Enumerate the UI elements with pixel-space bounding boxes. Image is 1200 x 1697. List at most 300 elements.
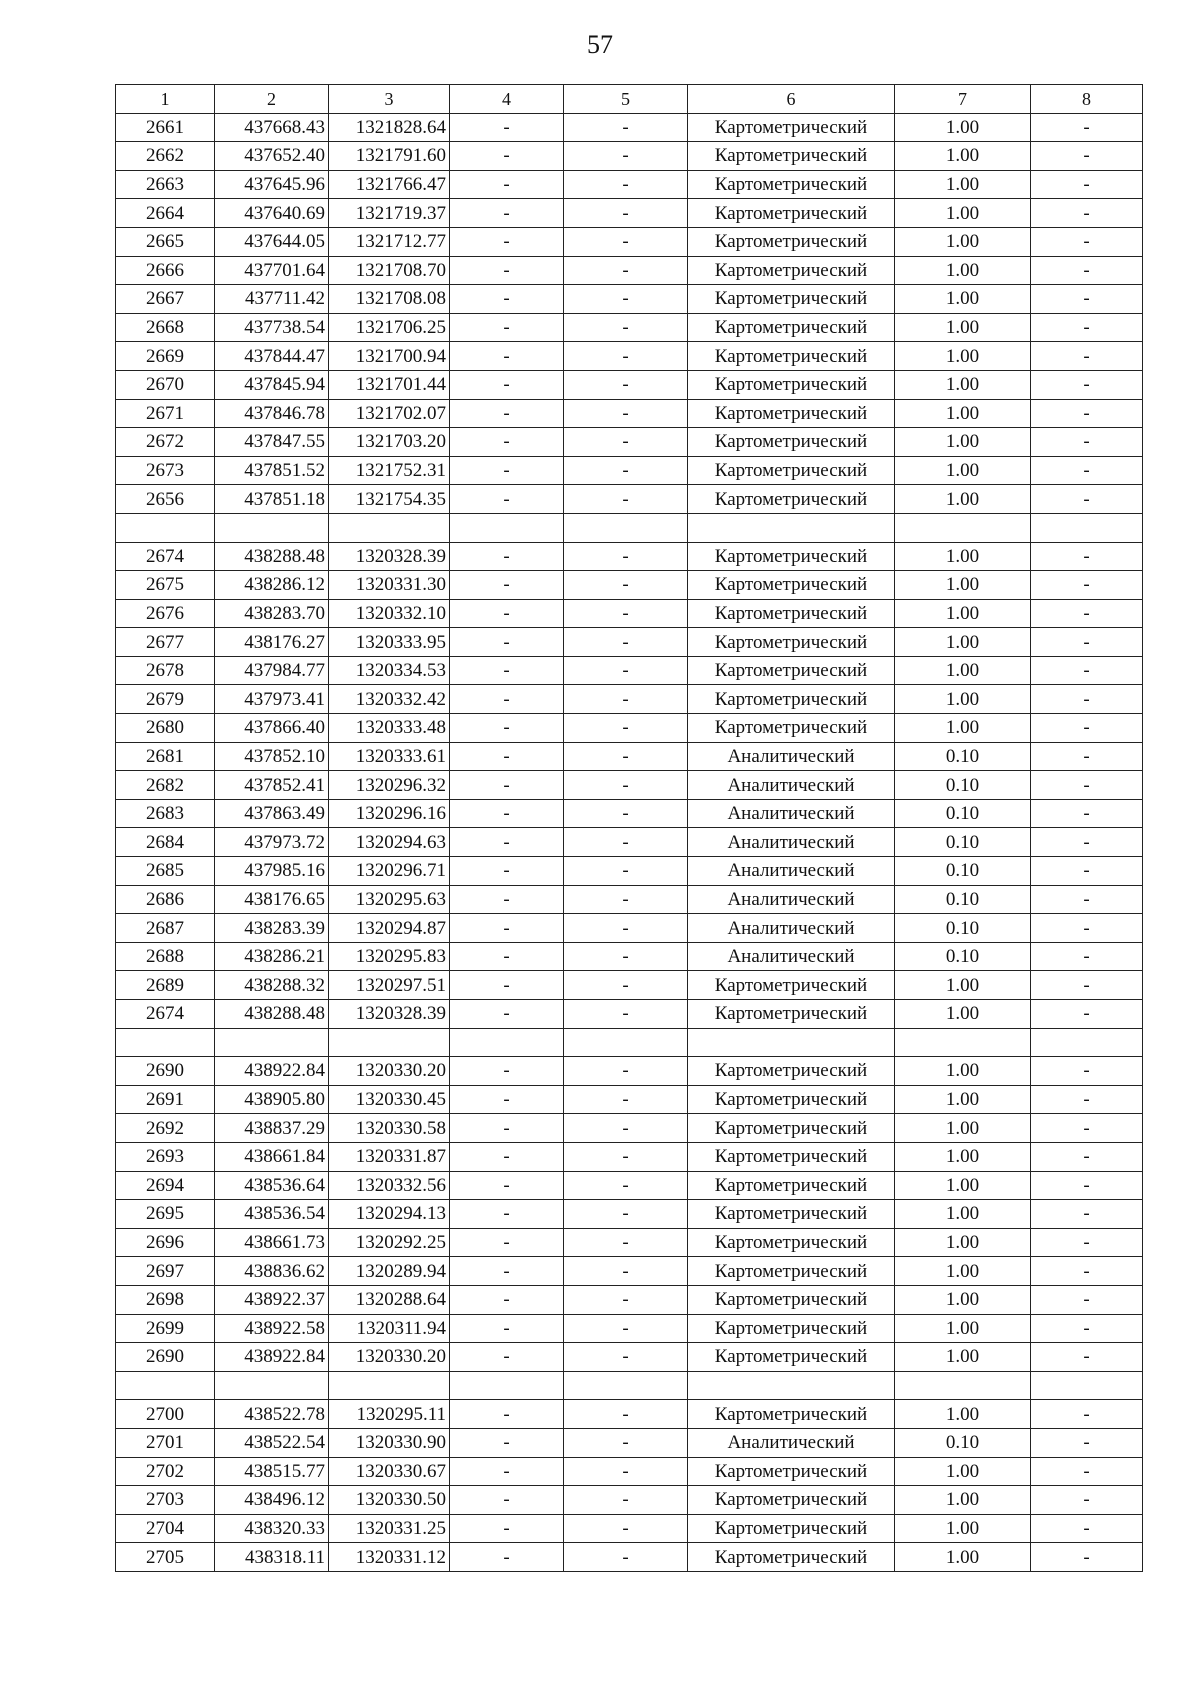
col5-cell: -	[564, 113, 688, 142]
x-coordinate-cell: 438905.80	[215, 1085, 329, 1114]
point-number-cell: 2674	[116, 1000, 215, 1029]
col8-cell: -	[1031, 942, 1143, 971]
x-coordinate-cell: 437985.16	[215, 857, 329, 886]
y-coordinate-cell: 1320311.94	[329, 1314, 450, 1343]
table-row	[116, 1400, 1143, 1429]
col8-cell: -	[1031, 1257, 1143, 1286]
y-coordinate-cell: 1320295.83	[329, 942, 450, 971]
method-cell: Картометрический	[688, 1400, 895, 1429]
x-coordinate-cell: 438536.54	[215, 1200, 329, 1229]
table-row	[116, 1343, 1143, 1372]
col5-cell: -	[564, 714, 688, 743]
table-row	[116, 1428, 1143, 1457]
col4-cell: -	[450, 742, 564, 771]
x-coordinate-cell: 437847.55	[215, 428, 329, 457]
col5-cell: -	[564, 942, 688, 971]
method-cell: Картометрический	[688, 399, 895, 428]
col5-cell: -	[564, 1000, 688, 1029]
table-row	[116, 1200, 1143, 1229]
method-cell: Картометрический	[688, 428, 895, 457]
method-cell: Картометрический	[688, 1171, 895, 1200]
col4-cell	[450, 513, 564, 542]
col8-cell: -	[1031, 1400, 1143, 1429]
col4-cell: -	[450, 942, 564, 971]
method-cell: Картометрический	[688, 456, 895, 485]
y-coordinate-cell: 1321703.20	[329, 428, 450, 457]
y-coordinate-cell: 1320330.20	[329, 1343, 450, 1372]
method-cell: Картометрический	[688, 685, 895, 714]
y-coordinate-cell: 1320331.30	[329, 571, 450, 600]
accuracy-cell: 1.00	[895, 656, 1031, 685]
point-number-cell	[116, 1028, 215, 1057]
x-coordinate-cell: 437973.41	[215, 685, 329, 714]
x-coordinate-cell: 437738.54	[215, 313, 329, 342]
col8-cell	[1031, 1028, 1143, 1057]
col8-cell: -	[1031, 1285, 1143, 1314]
y-coordinate-cell: 1320333.95	[329, 628, 450, 657]
col4-cell: -	[450, 857, 564, 886]
col4-cell: -	[450, 1400, 564, 1429]
col4-cell: -	[450, 1314, 564, 1343]
col4-cell: -	[450, 370, 564, 399]
point-number-cell: 2687	[116, 914, 215, 943]
point-number-cell: 2656	[116, 485, 215, 514]
x-coordinate-cell: 437846.78	[215, 399, 329, 428]
method-cell: Аналитический	[688, 828, 895, 857]
x-coordinate-cell: 437640.69	[215, 199, 329, 228]
table-row	[116, 1114, 1143, 1143]
col4-cell: -	[450, 1514, 564, 1543]
x-coordinate-cell: 438286.12	[215, 571, 329, 600]
col5-cell: -	[564, 313, 688, 342]
point-number-cell: 2681	[116, 742, 215, 771]
col8-cell: -	[1031, 1114, 1143, 1143]
col4-cell	[450, 1371, 564, 1400]
col4-cell: -	[450, 599, 564, 628]
table-row	[116, 142, 1143, 171]
col5-cell: -	[564, 1171, 688, 1200]
table-row	[116, 599, 1143, 628]
table-row	[116, 256, 1143, 285]
table-row	[116, 1142, 1143, 1171]
method-cell: Аналитический	[688, 857, 895, 886]
y-coordinate-cell: 1321701.44	[329, 370, 450, 399]
col8-cell: -	[1031, 342, 1143, 371]
col8-cell: -	[1031, 656, 1143, 685]
accuracy-cell: 0.10	[895, 914, 1031, 943]
method-cell: Картометрический	[688, 342, 895, 371]
table-row	[116, 628, 1143, 657]
y-coordinate-cell: 1320330.58	[329, 1114, 450, 1143]
table-row	[116, 342, 1143, 371]
method-cell	[688, 1028, 895, 1057]
x-coordinate-cell: 437652.40	[215, 142, 329, 171]
col8-cell: -	[1031, 857, 1143, 886]
col8-cell: -	[1031, 542, 1143, 571]
y-coordinate-cell: 1321702.07	[329, 399, 450, 428]
accuracy-cell: 0.10	[895, 1428, 1031, 1457]
y-coordinate-cell: 1320296.71	[329, 857, 450, 886]
accuracy-cell: 1.00	[895, 1057, 1031, 1086]
col5-cell: -	[564, 170, 688, 199]
col4-cell: -	[450, 456, 564, 485]
col8-cell: -	[1031, 1343, 1143, 1372]
x-coordinate-cell: 438176.27	[215, 628, 329, 657]
method-cell: Картометрический	[688, 1228, 895, 1257]
header-cell: 7	[895, 85, 1031, 114]
y-coordinate-cell: 1320331.87	[329, 1142, 450, 1171]
col8-cell: -	[1031, 628, 1143, 657]
x-coordinate-cell	[215, 1028, 329, 1057]
y-coordinate-cell: 1320332.10	[329, 599, 450, 628]
accuracy-cell: 1.00	[895, 1228, 1031, 1257]
point-number-cell: 2699	[116, 1314, 215, 1343]
accuracy-cell: 1.00	[895, 399, 1031, 428]
point-number-cell: 2695	[116, 1200, 215, 1229]
x-coordinate-cell	[215, 1371, 329, 1400]
y-coordinate-cell: 1321791.60	[329, 142, 450, 171]
col5-cell: -	[564, 1457, 688, 1486]
y-coordinate-cell: 1320295.11	[329, 1400, 450, 1429]
col8-cell: -	[1031, 599, 1143, 628]
method-cell	[688, 1371, 895, 1400]
y-coordinate-cell: 1320295.63	[329, 885, 450, 914]
y-coordinate-cell	[329, 1371, 450, 1400]
table-row	[116, 399, 1143, 428]
col8-cell: -	[1031, 285, 1143, 314]
table-row	[116, 285, 1143, 314]
point-number-cell	[116, 513, 215, 542]
col5-cell: -	[564, 1400, 688, 1429]
y-coordinate-cell: 1321706.25	[329, 313, 450, 342]
y-coordinate-cell: 1321708.08	[329, 285, 450, 314]
point-number-cell: 2670	[116, 370, 215, 399]
method-cell: Картометрический	[688, 370, 895, 399]
y-coordinate-cell	[329, 513, 450, 542]
col8-cell: -	[1031, 771, 1143, 800]
x-coordinate-cell: 438320.33	[215, 1514, 329, 1543]
method-cell: Картометрический	[688, 571, 895, 600]
x-coordinate-cell: 438288.32	[215, 971, 329, 1000]
method-cell: Картометрический	[688, 1314, 895, 1343]
method-cell: Картометрический	[688, 1486, 895, 1515]
col4-cell: -	[450, 1285, 564, 1314]
col4-cell: -	[450, 1085, 564, 1114]
accuracy-cell: 1.00	[895, 1400, 1031, 1429]
col4-cell: -	[450, 1543, 564, 1572]
accuracy-cell: 1.00	[895, 342, 1031, 371]
y-coordinate-cell: 1320292.25	[329, 1228, 450, 1257]
y-coordinate-cell: 1320328.39	[329, 1000, 450, 1029]
col5-cell: -	[564, 1514, 688, 1543]
col5-cell: -	[564, 485, 688, 514]
table-row	[116, 971, 1143, 1000]
accuracy-cell: 1.00	[895, 456, 1031, 485]
point-number-cell: 2690	[116, 1343, 215, 1372]
accuracy-cell: 1.00	[895, 685, 1031, 714]
method-cell: Картометрический	[688, 1543, 895, 1572]
col8-cell: -	[1031, 1543, 1143, 1572]
page-number: 57	[587, 30, 613, 59]
col8-cell: -	[1031, 685, 1143, 714]
point-number-cell: 2662	[116, 142, 215, 171]
col5-cell: -	[564, 857, 688, 886]
col8-cell: -	[1031, 571, 1143, 600]
point-number-cell: 2698	[116, 1285, 215, 1314]
accuracy-cell: 1.00	[895, 628, 1031, 657]
point-number-cell: 2673	[116, 456, 215, 485]
x-coordinate-cell: 438522.78	[215, 1400, 329, 1429]
point-number-cell: 2676	[116, 599, 215, 628]
method-cell: Аналитический	[688, 1428, 895, 1457]
x-coordinate-cell: 438536.64	[215, 1171, 329, 1200]
y-coordinate-cell: 1321754.35	[329, 485, 450, 514]
accuracy-cell: 1.00	[895, 542, 1031, 571]
method-cell: Картометрический	[688, 1285, 895, 1314]
col5-cell: -	[564, 199, 688, 228]
table-row	[116, 1257, 1143, 1286]
col8-cell: -	[1031, 1000, 1143, 1029]
table-row	[116, 1085, 1143, 1114]
accuracy-cell: 0.10	[895, 885, 1031, 914]
y-coordinate-cell: 1320332.56	[329, 1171, 450, 1200]
accuracy-cell: 1.00	[895, 142, 1031, 171]
col4-cell: -	[450, 399, 564, 428]
col5-cell: -	[564, 1057, 688, 1086]
table-row	[116, 771, 1143, 800]
method-cell: Аналитический	[688, 914, 895, 943]
col8-cell: -	[1031, 1314, 1143, 1343]
method-cell: Картометрический	[688, 1057, 895, 1086]
x-coordinate-cell: 437711.42	[215, 285, 329, 314]
col5-cell: -	[564, 370, 688, 399]
col4-cell: -	[450, 714, 564, 743]
header-cell: 4	[450, 85, 564, 114]
col8-cell: -	[1031, 1057, 1143, 1086]
col5-cell: -	[564, 227, 688, 256]
point-number-cell: 2688	[116, 942, 215, 971]
col5-cell: -	[564, 285, 688, 314]
y-coordinate-cell: 1320294.13	[329, 1200, 450, 1229]
point-number-cell: 2664	[116, 199, 215, 228]
point-number-cell: 2674	[116, 542, 215, 571]
col4-cell: -	[450, 799, 564, 828]
col8-cell: -	[1031, 1171, 1143, 1200]
col4-cell: -	[450, 771, 564, 800]
point-number-cell: 2697	[116, 1257, 215, 1286]
table-row	[116, 1543, 1143, 1572]
col8-cell	[1031, 513, 1143, 542]
point-number-cell: 2696	[116, 1228, 215, 1257]
col5-cell: -	[564, 628, 688, 657]
y-coordinate-cell: 1321719.37	[329, 199, 450, 228]
accuracy-cell: 0.10	[895, 771, 1031, 800]
point-number-cell: 2691	[116, 1085, 215, 1114]
accuracy-cell: 1.00	[895, 370, 1031, 399]
table-body	[116, 85, 1143, 1572]
method-cell: Картометрический	[688, 227, 895, 256]
point-number-cell: 2663	[116, 170, 215, 199]
col4-cell: -	[450, 170, 564, 199]
x-coordinate-cell: 438283.70	[215, 599, 329, 628]
y-coordinate-cell: 1320288.64	[329, 1285, 450, 1314]
table-row	[116, 1228, 1143, 1257]
col4-cell: -	[450, 485, 564, 514]
point-number-cell: 2682	[116, 771, 215, 800]
col8-cell: -	[1031, 1200, 1143, 1229]
col4-cell: -	[450, 1257, 564, 1286]
col8-cell: -	[1031, 428, 1143, 457]
accuracy-cell: 1.00	[895, 1114, 1031, 1143]
col4-cell: -	[450, 1486, 564, 1515]
x-coordinate-cell: 437644.05	[215, 227, 329, 256]
y-coordinate-cell: 1320334.53	[329, 656, 450, 685]
col5-cell: -	[564, 742, 688, 771]
accuracy-cell: 1.00	[895, 599, 1031, 628]
separator-row	[116, 1028, 1143, 1057]
point-number-cell: 2692	[116, 1114, 215, 1143]
separator-row	[116, 1371, 1143, 1400]
table-row	[116, 1057, 1143, 1086]
method-cell: Картометрический	[688, 1514, 895, 1543]
method-cell: Картометрический	[688, 485, 895, 514]
y-coordinate-cell: 1320330.67	[329, 1457, 450, 1486]
method-cell: Картометрический	[688, 542, 895, 571]
accuracy-cell: 1.00	[895, 113, 1031, 142]
col5-cell: -	[564, 799, 688, 828]
accuracy-cell: 0.10	[895, 799, 1031, 828]
header-cell: 5	[564, 85, 688, 114]
col4-cell: -	[450, 571, 564, 600]
col4-cell: -	[450, 685, 564, 714]
x-coordinate-cell: 438496.12	[215, 1486, 329, 1515]
method-cell	[688, 513, 895, 542]
col8-cell: -	[1031, 142, 1143, 171]
x-coordinate-cell: 438922.84	[215, 1057, 329, 1086]
x-coordinate-cell: 438836.62	[215, 1257, 329, 1286]
header-cell: 8	[1031, 85, 1143, 114]
point-number-cell: 2686	[116, 885, 215, 914]
table-row	[116, 799, 1143, 828]
col5-cell: -	[564, 599, 688, 628]
method-cell: Картометрический	[688, 628, 895, 657]
accuracy-cell: 0.10	[895, 942, 1031, 971]
col8-cell: -	[1031, 456, 1143, 485]
point-number-cell: 2701	[116, 1428, 215, 1457]
table-row	[116, 199, 1143, 228]
col4-cell: -	[450, 656, 564, 685]
col4-cell: -	[450, 1114, 564, 1143]
method-cell: Аналитический	[688, 742, 895, 771]
col4-cell: -	[450, 227, 564, 256]
table-row	[116, 170, 1143, 199]
col8-cell: -	[1031, 1142, 1143, 1171]
col5-cell: -	[564, 1543, 688, 1572]
accuracy-cell: 1.00	[895, 1457, 1031, 1486]
point-number-cell: 2666	[116, 256, 215, 285]
accuracy-cell: 1.00	[895, 1200, 1031, 1229]
col5-cell: -	[564, 885, 688, 914]
y-coordinate-cell: 1320296.32	[329, 771, 450, 800]
accuracy-cell: 1.00	[895, 1314, 1031, 1343]
header-cell: 2	[215, 85, 329, 114]
point-number-cell: 2704	[116, 1514, 215, 1543]
col5-cell: -	[564, 399, 688, 428]
col5-cell: -	[564, 1200, 688, 1229]
y-coordinate-cell: 1321700.94	[329, 342, 450, 371]
point-number-cell: 2690	[116, 1057, 215, 1086]
accuracy-cell: 1.00	[895, 170, 1031, 199]
point-number-cell: 2684	[116, 828, 215, 857]
method-cell: Аналитический	[688, 799, 895, 828]
col8-cell: -	[1031, 1457, 1143, 1486]
x-coordinate-cell: 438522.54	[215, 1428, 329, 1457]
y-coordinate-cell: 1320294.63	[329, 828, 450, 857]
col4-cell: -	[450, 885, 564, 914]
col4-cell: -	[450, 256, 564, 285]
col4-cell: -	[450, 1428, 564, 1457]
point-number-cell: 2689	[116, 971, 215, 1000]
x-coordinate-cell: 437863.49	[215, 799, 329, 828]
col5-cell: -	[564, 456, 688, 485]
col4-cell: -	[450, 1228, 564, 1257]
col8-cell: -	[1031, 1428, 1143, 1457]
x-coordinate-cell: 438922.84	[215, 1343, 329, 1372]
col8-cell: -	[1031, 714, 1143, 743]
table-row	[116, 1314, 1143, 1343]
col8-cell: -	[1031, 885, 1143, 914]
table-row	[116, 571, 1143, 600]
y-coordinate-cell: 1320333.48	[329, 714, 450, 743]
accuracy-cell: 1.00	[895, 256, 1031, 285]
method-cell: Картометрический	[688, 1085, 895, 1114]
col8-cell: -	[1031, 199, 1143, 228]
accuracy-cell: 1.00	[895, 571, 1031, 600]
col4-cell: -	[450, 628, 564, 657]
x-coordinate-cell: 437844.47	[215, 342, 329, 371]
point-number-cell: 2702	[116, 1457, 215, 1486]
table-row	[116, 885, 1143, 914]
table-row	[116, 456, 1143, 485]
point-number-cell: 2685	[116, 857, 215, 886]
col8-cell: -	[1031, 370, 1143, 399]
col5-cell	[564, 1028, 688, 1057]
col4-cell: -	[450, 313, 564, 342]
header-row	[116, 85, 1143, 114]
col5-cell: -	[564, 256, 688, 285]
table-row	[116, 1514, 1143, 1543]
accuracy-cell: 1.00	[895, 1142, 1031, 1171]
x-coordinate-cell: 438288.48	[215, 542, 329, 571]
accuracy-cell: 0.10	[895, 828, 1031, 857]
col4-cell: -	[450, 971, 564, 1000]
method-cell: Картометрический	[688, 1343, 895, 1372]
table-row	[116, 828, 1143, 857]
point-number-cell: 2703	[116, 1486, 215, 1515]
y-coordinate-cell: 1320297.51	[329, 971, 450, 1000]
col5-cell	[564, 513, 688, 542]
accuracy-cell: 0.10	[895, 742, 1031, 771]
col4-cell: -	[450, 1200, 564, 1229]
x-coordinate-cell: 438922.58	[215, 1314, 329, 1343]
method-cell: Картометрический	[688, 170, 895, 199]
accuracy-cell: 1.00	[895, 1085, 1031, 1114]
point-number-cell: 2661	[116, 113, 215, 142]
method-cell: Картометрический	[688, 1000, 895, 1029]
accuracy-cell: 1.00	[895, 714, 1031, 743]
table-row	[116, 1486, 1143, 1515]
col5-cell: -	[564, 685, 688, 714]
